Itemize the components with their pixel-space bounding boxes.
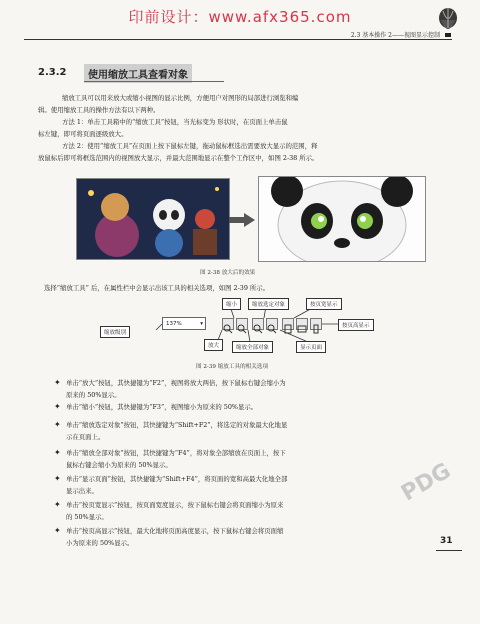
show-page-icon (283, 324, 293, 334)
page-height-button[interactable] (310, 318, 322, 330)
figure-before-zoom (76, 178, 230, 260)
bullet-icon: ✦ (54, 526, 61, 535)
zoom-selected-button[interactable] (252, 318, 264, 330)
zoom-all-icon (267, 324, 277, 334)
running-title: 2.3 基本操作 2——视图显示控制 (350, 32, 440, 39)
bullet-line: 鼠标右键会缩小为原来的 50%显示。 (66, 461, 172, 469)
bullet-line: 单击“缩放选定对象”按钮，其快捷键为“Shift+F2”，将选定的对象最大化地显 (66, 421, 288, 429)
bullet-line: 单击“放大”按钮，其快捷键为“F2”，视图将放大两倍，按下鼠标右键会缩小为 (66, 379, 286, 387)
bullet-line: 单击“缩小”按钮，其快捷键为“F3”，视图缩小为原来的 50%显示。 (66, 403, 258, 411)
label-zoom-out: 缩小 (222, 298, 241, 310)
chevron-down-icon: ▾ (200, 321, 203, 327)
bullet-icon: ✦ (54, 448, 61, 457)
zoom-in-icon (223, 324, 233, 334)
bullet-line: 单击“缩放全部对象”按钮，其快捷键为“F4”，将对象全部缩放在页面上，按下 (66, 449, 286, 457)
paragraph-line: 标左键，即可将页面逐级放大。 (38, 130, 128, 138)
paragraph-line: 缩放工具可以用来放大或缩小视图的显示比例，方便用户对图形的局部进行浏览和编 (62, 94, 299, 102)
show-page-button[interactable] (282, 318, 294, 330)
section-title: 使用缩放工具查看对象 (84, 64, 192, 83)
zoom-level-combo[interactable] (162, 317, 206, 330)
bullet-icon: ✦ (54, 420, 61, 429)
bullet-line: 小为原来的 50%显示。 (66, 539, 134, 547)
bullet-line: 的 50%显示。 (66, 513, 108, 521)
bullet-line: 原来的 50%显示。 (66, 391, 121, 399)
header-rule (24, 39, 452, 40)
page-width-icon (297, 324, 307, 334)
hot-air-balloon-icon (437, 8, 459, 38)
page-number-rule (436, 550, 462, 551)
bullet-line: 单击“显示页面”按钮，其快捷键为“Shift+F4”，将页面的宽和高最大化地全部 (66, 475, 288, 483)
paragraph-line: 方法 2：使用“缩放工具”在页面上按下鼠标左键，拖动鼠标框选出需要放大显示的范围，释 (62, 142, 318, 150)
figure-caption: 图 2-39 缩放工具的相关选项 (196, 364, 269, 370)
bullet-icon: ✦ (54, 378, 61, 387)
page-height-icon (311, 324, 321, 334)
zoom-out-icon (237, 324, 247, 334)
label-zoom-selected: 缩放选定对象 (248, 298, 289, 310)
figure-caption: 图 2-38 放大后的效果 (200, 270, 256, 276)
arrow-right-icon (228, 212, 256, 228)
label-zoom-in: 放大 (204, 339, 223, 351)
corner-watermark: PDG (397, 458, 456, 507)
label-show-page: 显示页面 (296, 341, 326, 353)
bullet-icon: ✦ (54, 474, 61, 483)
bullet-line: 单击“按页宽显示”按钮，按页面宽度显示，按下鼠标右键会将页面缩小为原来 (66, 501, 284, 509)
bullet-icon: ✦ (54, 402, 61, 411)
bullet-line: 单击“按页高显示”按钮，最大化地将页面高度显示，按下鼠标右键会将页面缩 (66, 527, 284, 535)
paragraph-line: 放鼠标后即可将框选范围内的视图放大显示，并最大范围地显示在整个工作区中，如图 2-38 所示。 (38, 154, 319, 162)
label-zoom-level: 缩放级别 (100, 326, 130, 338)
zoom-all-button[interactable] (266, 318, 278, 330)
label-page-width: 按页宽显示 (306, 298, 342, 310)
bullet-icon: ✦ (54, 500, 61, 509)
paragraph-line: 辑。使用缩放工具的操作方法有以下两种。 (38, 106, 160, 114)
page-number: 31 (440, 536, 453, 546)
zoom-selected-icon (253, 324, 263, 334)
watermark-text: 印前设计：www.afx365.com (128, 8, 352, 26)
figure-after-zoom (258, 176, 426, 262)
zoom-level-value: 137% (166, 321, 182, 327)
label-page-height: 按页高显示 (338, 319, 374, 331)
section-number: 2.3.2 (38, 67, 67, 78)
zoom-in-button[interactable] (222, 318, 234, 330)
bullet-line: 示在页面上。 (66, 433, 105, 441)
paragraph-line: 选择“缩放工具” 后，在属性栏中会显示出该工具的相关选项，如图 2-39 所示。 (44, 284, 270, 292)
page-width-button[interactable] (296, 318, 308, 330)
paragraph-line: 方法 1：单击工具箱中的“缩放工具”按钮，当光标变为 形状时，在页面上单击鼠 (62, 118, 288, 126)
label-zoom-all: 缩放全部对象 (232, 341, 273, 353)
section-rule (84, 81, 224, 82)
zoom-out-button[interactable] (236, 318, 248, 330)
bullet-line: 显示出来。 (66, 487, 98, 495)
